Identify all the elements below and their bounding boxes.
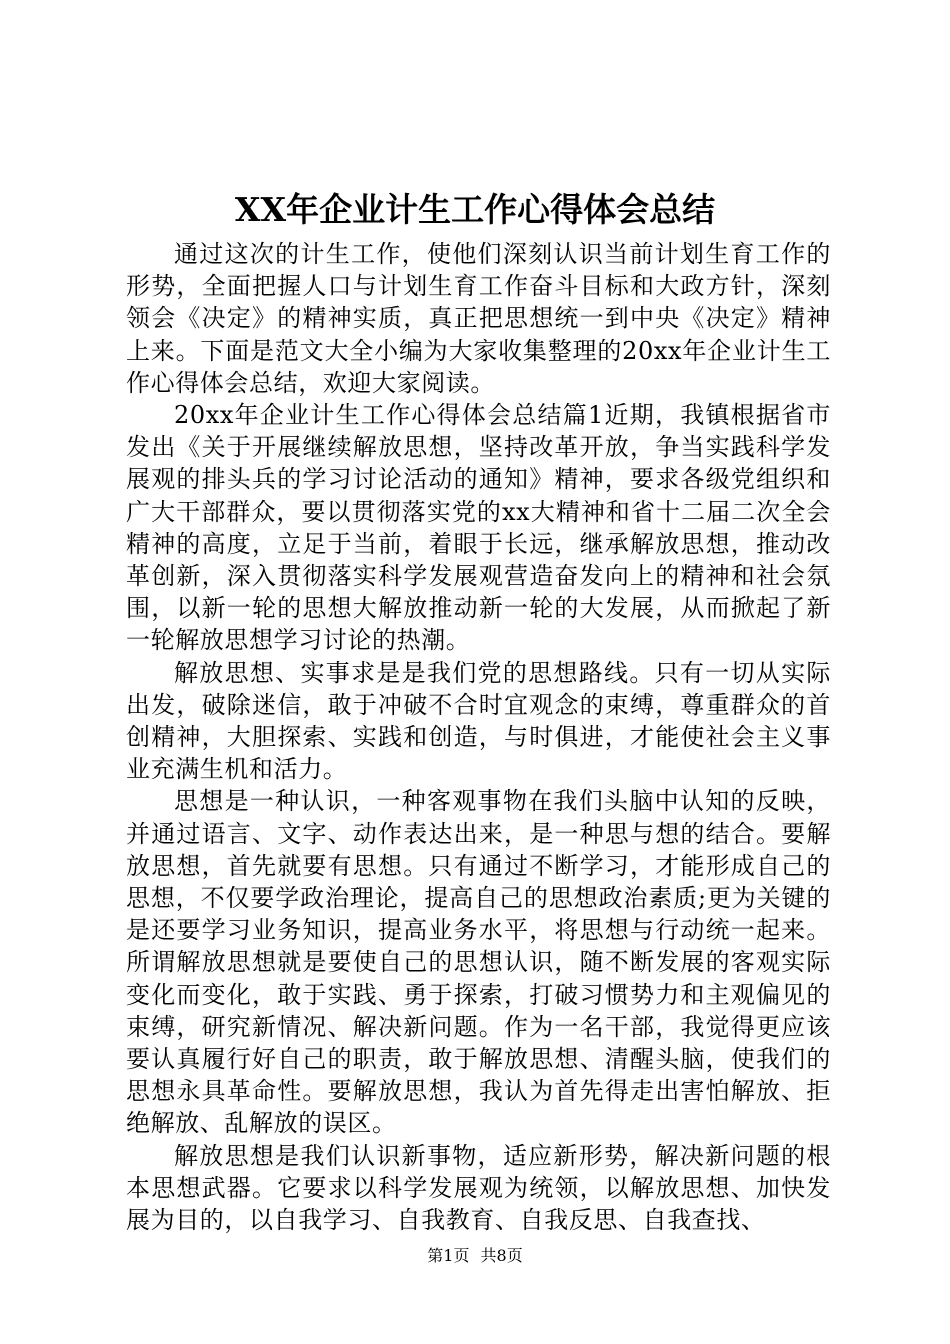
paragraph-2: 解放思想、实事求是是我们党的思想路线。只有一切从实际出发，破除迷信，敢于冲破不合时宜观念的束缚，尊重群众的首创精神，大胆探索、实践和创造，与时俱进，才能使社会主义事业充满生机和活力。 xyxy=(126,658,831,784)
page-number-footer: 第1页 共8页 xyxy=(427,1246,523,1265)
paragraph-4: 解放思想是我们认识新事物，适应新形势，解决新问题的根本思想武器。它要求以科学发展观为统领，以解放思想、加快发展为目的，以自我学习、自我教育、自我反思、自我查找、 xyxy=(126,1141,831,1235)
document-body xyxy=(126,238,831,1236)
paragraph-1: 20xx年企业计生工作心得体会总结篇1近期，我镇根据省市发出《关于开展继续解放思想，坚持改革开放，争当实践科学发展观的排头兵的学习讨论活动的通知》精神，要求各级党组织和广大干部群众，要以贯彻落实党的xx大精神和省十二届二次全会精神的高度，立足于当前，着眼于长远，继承解放思想，推动改革创新，深入贯彻落实科学发展观营造奋发向上的精神和社会氛围，以新一轮的思想大解放推动新一轮的大发展，从而掀起了新一轮解放思想学习讨论的热潮。 xyxy=(126,401,831,655)
document-title: XX年企业计生工作心得体会总结 xyxy=(234,190,716,229)
paragraph-3: 思想是一种认识，一种客观事物在我们头脑中认知的反映，并通过语言、文字、动作表达出来，是一种思与想的结合。要解放思想，首先就要有思想。只有通过不断学习，才能形成自己的思想，不仅要学政治理论，提高自己的思想政治素质;更为关键的是还要学习业务知识，提高业务水平，将思想与行动统一起来。所谓解放思想就是要使自己的思想认识，随不断发展的客观实际变化而变化，敢于实践、勇于探索，打破习惯势力和主观偏见的束缚，研究新情况、解决新问题。作为一名干部，我觉得更应该要认真履行好自己的职责，敢于解放思想、清醒头脑，使我们的思想永具革命性。要解放思想，我认为首先得走出害怕解放、拒绝解放、乱解放的误区。 xyxy=(126,787,831,1138)
paragraph-intro: 通过这次的计生工作，使他们深刻认识当前计划生育工作的形势，全面把握人口与计划生育工作奋斗目标和大政方针，深刻领会《决定》的精神实质，真正把思想统一到中央《决定》精神上来。下面是范文大全小编为大家收集整理的20xx年企业计生工作心得体会总结，欢迎大家阅读。 xyxy=(126,240,831,397)
